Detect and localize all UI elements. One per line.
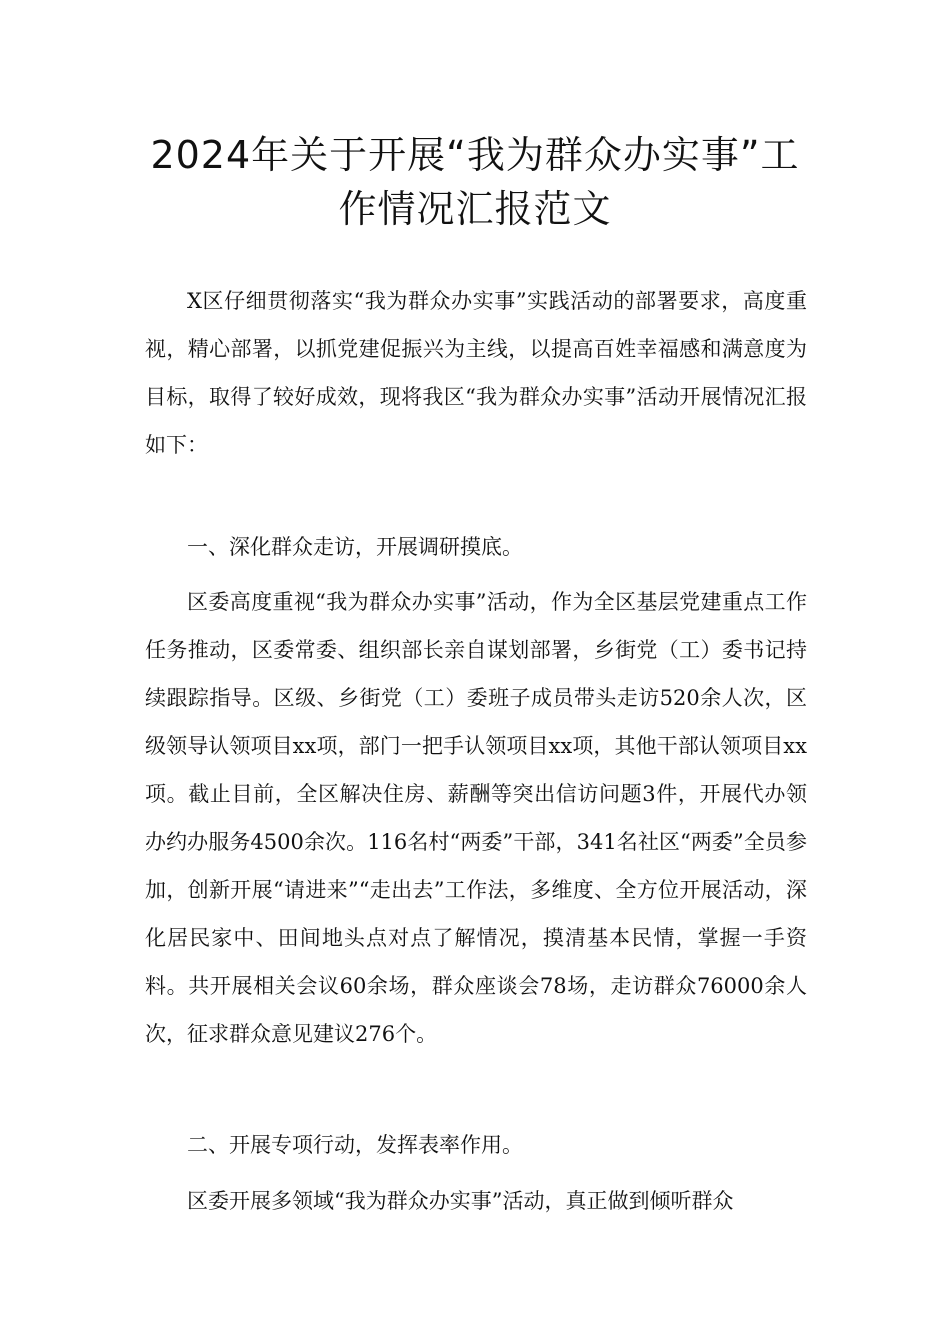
section-paragraph-2: 区委开展多领域“我为群众办实事”活动，真正做到倾听群众 xyxy=(187,1189,734,1213)
section-paragraph-1: 区委高度重视“我为群众办实事”活动，作为全区基层党建重点工作任务推动，区委常委、组织部长亲自谋划部署，乡街党（工）委书记持续跟踪指导。区级、乡街党（工）委班子成员带头走访520余人次，区级领导认领项目xx项，部门一把手认领项目xx项，其他干部认领项目xx项。截止目前，全区解决住房、薪酬等突出信访问题3件，开展代办领办约办服务4500余次。116名村“两委”干部，341名社区“两委”全员参加，创新开展“请进来”“走出去”工作法，多维度、全方位开展活动，深化居民家中、田间地头点对点了解情况，摸清基本民情，掌握一手资料。共开展相关会议60余场，群众座谈会78场，走访群众76000余人次，征求群众意见建议276个。 xyxy=(145,590,807,1046)
title-line-1: 2024年关于开展“我为群众办实事”工 xyxy=(150,133,800,177)
section-heading-1: 一、深化群众走访，开展调研摸底。 xyxy=(187,535,523,559)
intro-paragraph: X区仔细贯彻落实“我为群众办实事”实践活动的部署要求，高度重视，精心部署，以抓党建促振兴为主线，以提高百姓幸福感和满意度为目标，取得了较好成效，现将我区“我为群众办实事”活动开展情况汇报如下： xyxy=(145,289,807,457)
document-title xyxy=(100,128,850,236)
title-line-2: 作情况汇报范文 xyxy=(338,187,612,231)
section-heading-2: 二、开展专项行动，发挥表率作用。 xyxy=(187,1133,523,1157)
